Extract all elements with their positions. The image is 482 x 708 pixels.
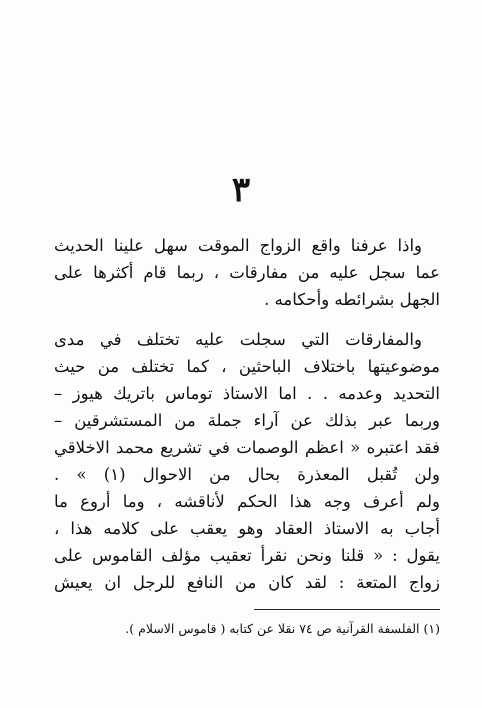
- text-line: ولن تُقبل المعذرة بحال من الاحوال (١) » .: [54, 465, 440, 484]
- text-line: وربما عبر بذلك عن آراء جملة من المستشرقين –: [54, 411, 440, 430]
- text-line: أجاب به الاستاذ العقاد وهو يعقب على كلامه هذا ،: [54, 519, 440, 538]
- text-line: زواج المتعة : لقد كان من النافع للرجل ان يعيش: [54, 573, 440, 592]
- text-line: ولم أعرف وجه هذا الحكم لأناقشه ، وما أروع ما: [54, 492, 440, 511]
- paragraph-1: [54, 232, 440, 313]
- paragraph-2: [54, 326, 440, 596]
- footnote-divider: [254, 609, 440, 610]
- text-line: واذا عرفنا واقع الزواج الموقت سهل علينا الحديث: [54, 236, 422, 255]
- text-line: موضوعيتها باختلاف الباحثين ، كما تختلف من حيث: [54, 357, 440, 376]
- footnote: (١) الفلسفة القرآنية ص ٧٤ نقلا عن كتابه ( قاموس الاسلام ).: [125, 621, 440, 636]
- text-line: والمفارقات التي سجلت عليه تختلف في مدى: [54, 330, 422, 349]
- text-line: عما سجل عليه من مفارقات ، ربما قام أكثرها على: [54, 263, 440, 282]
- chapter-number: ٣: [231, 170, 251, 210]
- text-line: التحديد وعدمه . . اما الاستاذ توماس باتريك هيوز –: [54, 384, 440, 403]
- text-line: الجهل بشرائطه وأحكامه .: [264, 290, 440, 309]
- text-line: يقول : « قلنا ونحن نقرأ تعقيب مؤلف القاموس على: [54, 546, 440, 565]
- text-line: فقد اعتبره « اعظم الوصمات في تشريع محمد الاخلاقي: [54, 438, 440, 457]
